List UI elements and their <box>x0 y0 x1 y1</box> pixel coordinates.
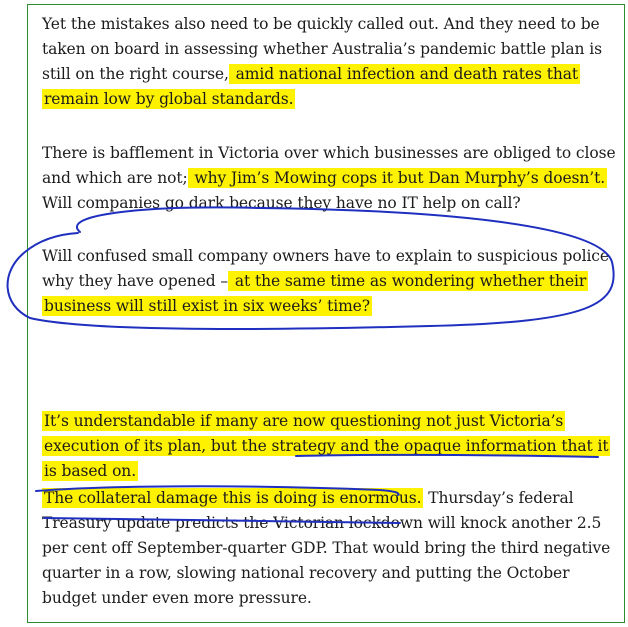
paragraph-3-highlight: at the same time as wondering whether their business will still exist in six weeks’ time? <box>44 272 587 315</box>
paragraph-3-text: Will confused small company owners have to explain to suspicious police why they have opened – <box>42 247 609 290</box>
paragraph-3 <box>42 244 617 319</box>
paragraph-5-highlight: The collateral damage this is doing is enormous. <box>44 489 422 507</box>
paragraph-2 <box>42 141 617 216</box>
paragraph-4 <box>42 409 617 484</box>
paragraph-2-text-a: There is bafflement in Victoria over which businesses are obliged to close and which are not; <box>42 144 616 187</box>
paragraph-5 <box>42 486 617 611</box>
paragraph-5-text: Thursday’s federal Treasury update predicts the Victorian lockdown will knock another 2.5 per cent off September-quarter GDP. That would bring the third negative quarter in a row, slowing national recovery and putting the October budget under even more pressure. <box>42 489 611 607</box>
paragraph-2-text-b: Will companies go dark because they have no IT help on call? <box>42 194 521 212</box>
paragraph-1 <box>42 12 617 112</box>
paragraph-2-highlight: why Jim’s Mowing cops it but Dan Murphy’s doesn’t. <box>189 169 606 187</box>
paragraph-1-highlight: amid national infection and death rates that remain low by global standards. <box>44 65 578 108</box>
paragraph-4-highlight: It’s understandable if many are now questioning not just Victoria’s execution of its plan, but the strategy and the opaque information that it is based on. <box>44 412 609 480</box>
paragraph-1-text: Yet the mistakes also need to be quickly called out. And they need to be taken on board in assessing whether Australia’s pandemic battle plan is still on the right course, <box>42 15 602 83</box>
